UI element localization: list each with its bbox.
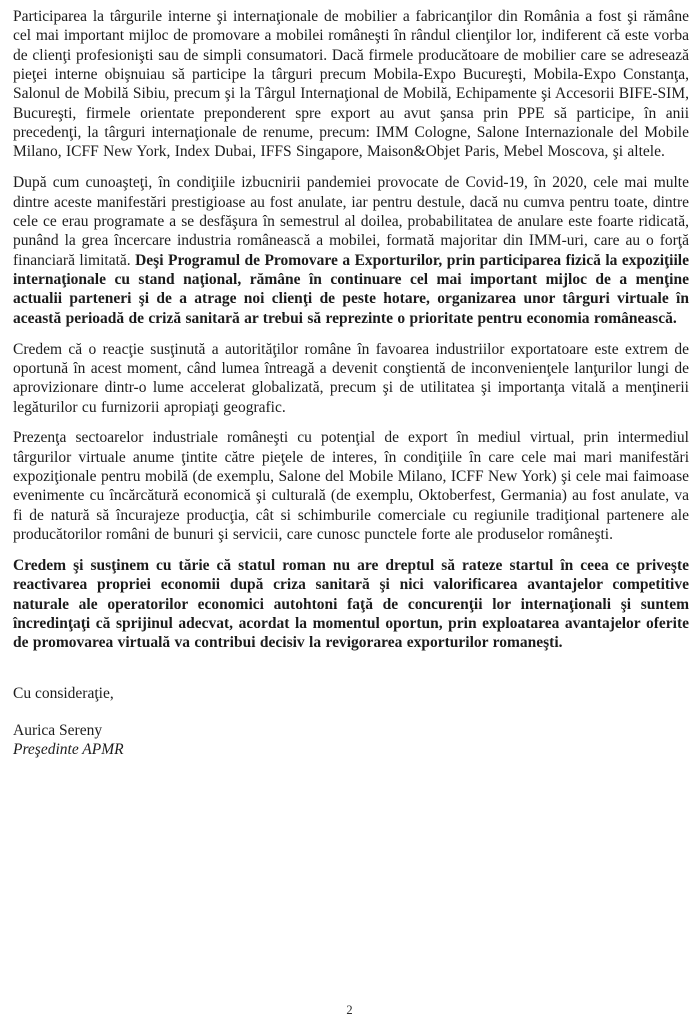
paragraph-covid-impact-bold-run: Deşi Programul de Promovare a Exporturilor, prin participarea fizică la expoziţiile internaţionale cu stand naţional, rămâne în continuare cel mai important mijloc de a menţine actualii parteneri şi de a atrage noi clienţi de peste hotare, organizarea unor târguri virtuale în această perioadă de criză sanitară ar trebui să reprezinte o prioritate pentru economia românească.	[13, 251, 689, 327]
paragraph-conclusion-bold: Credem şi susţinem cu tărie că statul roman nu are dreptul să rateze startul în ceea ce priveşte reactivarea propriei economii după criza sanitară şi nici valorificarea avantajelor competitive naturale ale operatorilor economici autohtoni faţă de concurenţii lor internaţionali şi suntem încredinţaţi că sprijinul adecvat, acordat la momentul oportun, prin exploatarea avantajelor oferite de promovarea virtuală va contribui decisiv la revigorarea exporturilor romaneşti.	[13, 556, 689, 652]
paragraph-virtual-presence: Prezenţa sectoarelor industriale româneşti cu potenţial de export în mediul virtual, prin intermediul târgurilor virtuale anume ţintite către pieţele de interes, în condiţiile în care cele mai mari manifestări expoziţionale pentru mobilă (de exemplu, Salone del Mobile Milano, ICFF New York) şi cele mai faimoase evenimente cu încărcătură economică şi culturală (de exemplu, Oktoberfest, Germania) au fost anulate, va fi de natură să încurajeze producţia, cât si schimburile comerciale cu regiunile tradiţional partenere ale producătorilor români de bunuri şi servicii, care cunosc punctele forte ale produselor româneşti.	[13, 429, 689, 544]
paragraph-covid-impact	[13, 173, 689, 328]
signature-name: Aurica Sereny	[13, 722, 103, 739]
closing-salutation: Cu consideraţie,	[13, 684, 114, 702]
closing-block	[13, 684, 689, 760]
signature-role: Preşedinte APMR	[13, 741, 124, 759]
page-number: 2	[346, 1003, 353, 1017]
paragraph-covid-impact-normal-run: După cum cunoaşteţi, în condiţiile izbucnirii pandemiei provocate de Covid-19, în 2020, cele mai multe dintre aceste manifestări prestigioase au fost anulate, iar pentru destule, dacă nu cumva pentru toate, dintre cele ce erau programate a se desfăşura în semestrul al doilea, probabilitatea de anulare este foarte ridicată, punând la grea încercare industria românească a mobilei, formată majoritar din IMM-uri, care au o forţă financiară limitată.	[13, 174, 689, 269]
paragraph-intro-trade-fairs: Participarea la târgurile interne şi internaţionale de mobilier a fabricanţilor din România a fost şi rămâne cel mai important mijloc de promovare a mobilei româneşti în rândul clienţilor lor, indiferent că este vorba de clienţi profesionişti sau de simpli consumatori. Dacă firmele producătoare de mobilier care se adresează pieţei interne obişnuiau să participe la târguri precum Mobila-Expo Bucureşti, Mobila-Expo Constanţa, Salonul de Mobilă Sibiu, precum şi la Târgul Internaţional de Mobilă, Echipamente şi Accesorii BIFE-SIM, Bucureşti, firmele orientate preponderent spre export au avut şansa prin PPE să participe, în anii precedenţi, la târguri internaţionale de renume, precum: IMM Cologne, Salone Internazionale del Mobile Milano, ICFF New York, Index Dubai, IFFS Singapore, Maison&Objet Paris, Mebel Moscova, şi altele.	[13, 8, 689, 161]
paragraph-authorities-reaction: Credem că o reacţie susţinută a autorităţilor române în favoarea industriilor exportatoare este extrem de oportună în acest moment, când lumea întreagă a devenit conştientă de inconvenienţele lanţurilor lungi de aprovizionare dintr-o lume accelerat globalizată, precum şi de utilitatea şi importanţa vitală a menţinerii legăturilor cu furnizorii apropiaţi geografic.	[13, 340, 689, 416]
